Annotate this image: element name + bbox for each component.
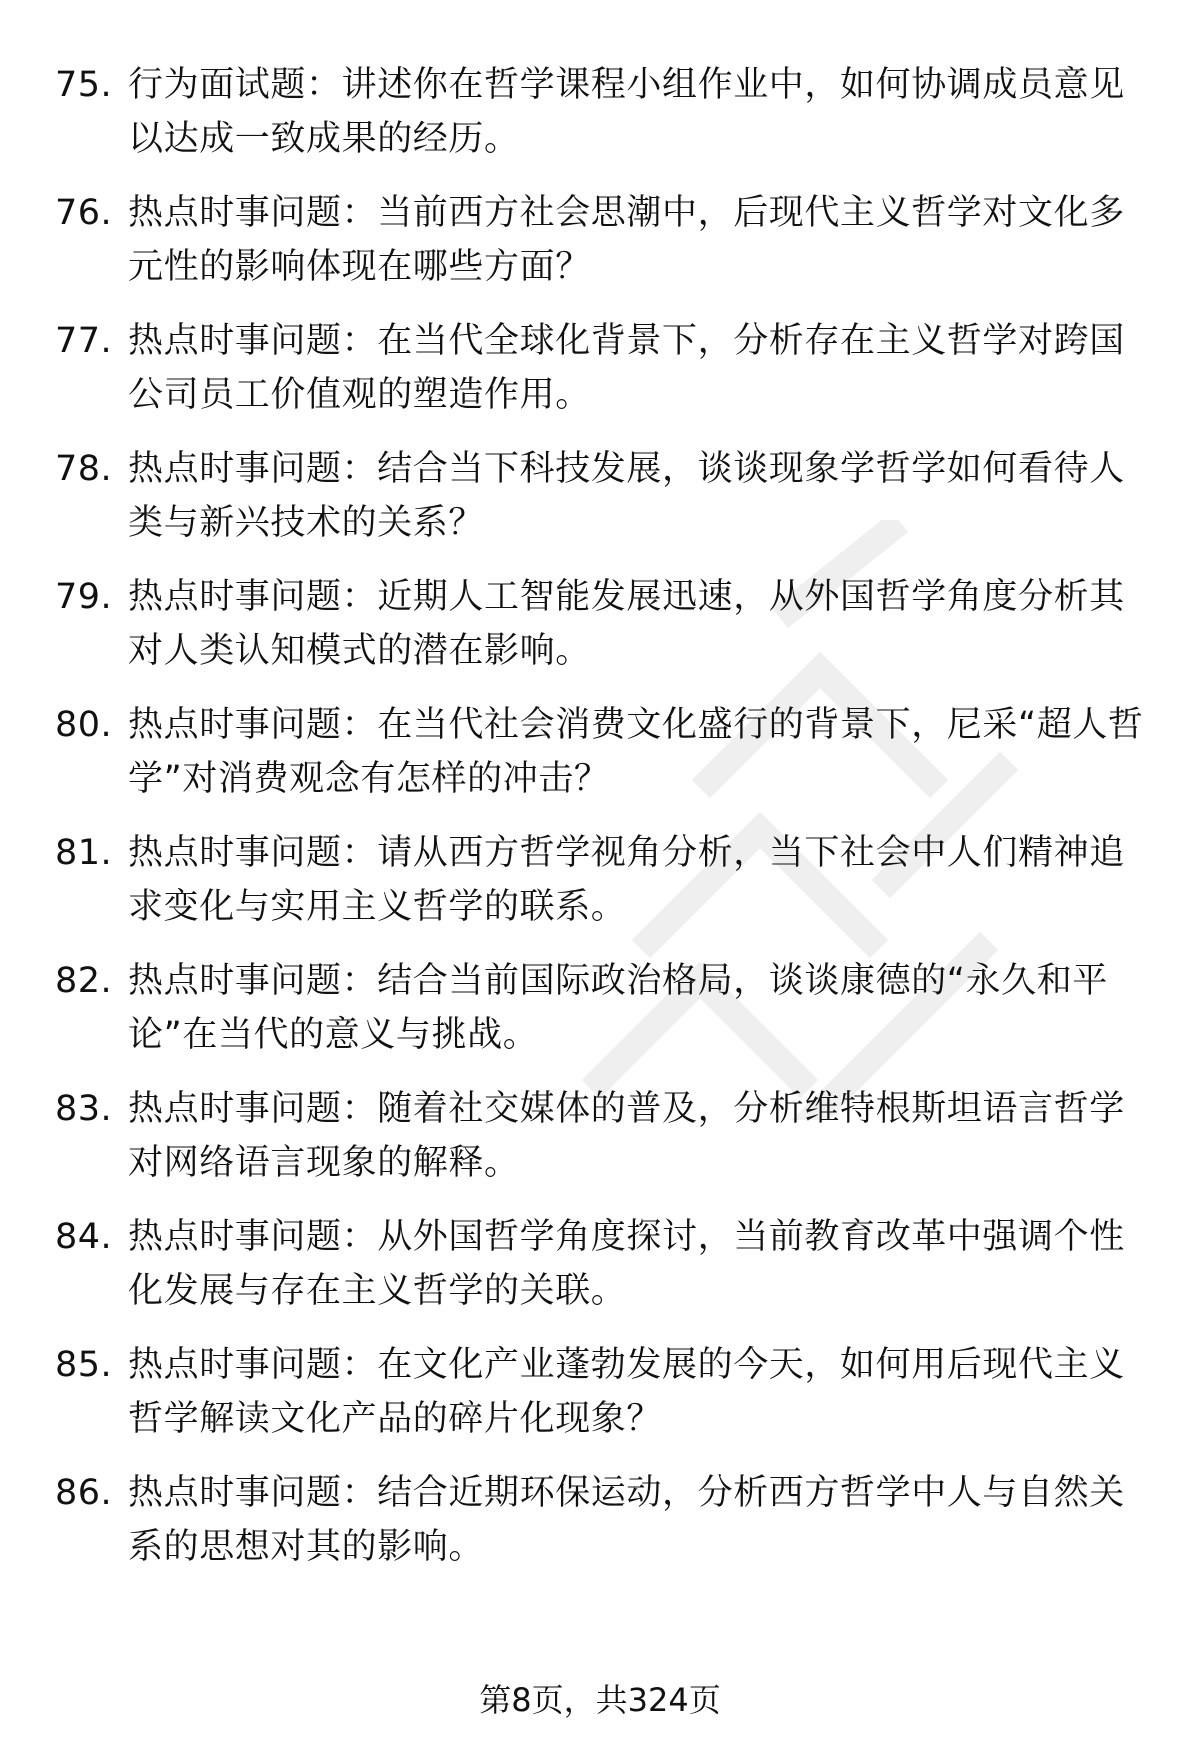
question-number: 78.	[55, 449, 113, 489]
question-number: 82.	[55, 961, 113, 1001]
question-item	[55, 570, 1155, 678]
question-item	[55, 1082, 1155, 1190]
question-text: 热点时事问题：结合近期环保运动，分析西方哲学中人与自然关系的思想对其的影响。	[128, 1473, 1125, 1567]
question-text: 热点时事问题：当前西方社会思潮中，后现代主义哲学对文化多元性的影响体现在哪些方面？	[128, 193, 1125, 287]
question-text: 热点时事问题：在当代社会消费文化盛行的背景下，尼采“超人哲学”对消费观念有怎样的冲击？	[128, 705, 1144, 799]
question-text: 行为面试题：讲述你在哲学课程小组作业中，如何协调成员意见以达成一致成果的经历。	[128, 65, 1125, 159]
question-item	[55, 442, 1155, 550]
question-text: 热点时事问题：结合当下科技发展，谈谈现象学哲学如何看待人类与新兴技术的关系？	[128, 449, 1125, 543]
question-list	[55, 58, 1155, 1594]
question-number: 86.	[55, 1473, 113, 1513]
question-text: 热点时事问题：结合当前国际政治格局，谈谈康德的“永久和平论”在当代的意义与挑战。	[128, 961, 1108, 1055]
question-text: 热点时事问题：在文化产业蓬勃发展的今天，如何用后现代主义哲学解读文化产品的碎片化现象？	[128, 1345, 1125, 1439]
question-item	[55, 698, 1155, 806]
question-number: 81.	[55, 833, 113, 873]
question-number: 85.	[55, 1345, 113, 1385]
question-number: 84.	[55, 1217, 113, 1257]
question-number: 79.	[55, 577, 113, 617]
question-text: 热点时事问题：近期人工智能发展迅速，从外国哲学角度分析其对人类认知模式的潜在影响。	[128, 577, 1125, 671]
page-number-footer: 第8页，共324页	[479, 1681, 721, 1719]
question-number: 75.	[55, 65, 113, 105]
question-item	[55, 58, 1155, 166]
question-text: 热点时事问题：从外国哲学角度探讨，当前教育改革中强调个性化发展与存在主义哲学的关联。	[128, 1217, 1125, 1311]
question-item	[55, 1210, 1155, 1318]
question-item	[55, 1466, 1155, 1574]
question-number: 83.	[55, 1089, 113, 1129]
question-number: 76.	[55, 193, 113, 233]
question-item	[55, 1338, 1155, 1446]
question-text: 热点时事问题：在当代全球化背景下，分析存在主义哲学对跨国公司员工价值观的塑造作用。	[128, 321, 1125, 415]
question-item	[55, 186, 1155, 294]
question-item	[55, 314, 1155, 422]
question-item	[55, 954, 1155, 1062]
question-text: 热点时事问题：请从西方哲学视角分析，当下社会中人们精神追求变化与实用主义哲学的联系。	[128, 833, 1125, 927]
question-number: 80.	[55, 705, 113, 745]
question-text: 热点时事问题：随着社交媒体的普及，分析维特根斯坦语言哲学对网络语言现象的解释。	[128, 1089, 1125, 1183]
question-item	[55, 826, 1155, 934]
question-number: 77.	[55, 321, 113, 361]
